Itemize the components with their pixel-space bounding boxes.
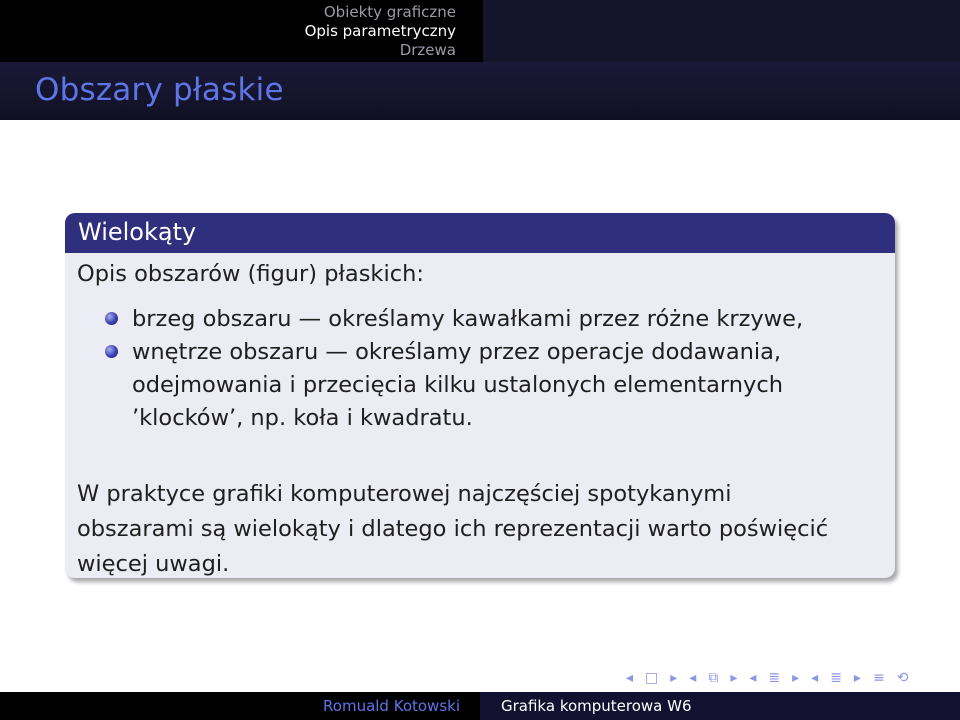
section-next-icon[interactable]: ▸ bbox=[792, 670, 800, 686]
list-item bbox=[132, 303, 803, 336]
section-link-drzewa[interactable]: Drzewa bbox=[399, 41, 456, 59]
beamer-navigation-symbols bbox=[626, 670, 908, 686]
subsection-navigation bbox=[483, 0, 960, 62]
list-item-line: wnętrze obszaru — określamy przez operacje dodawania, bbox=[132, 339, 782, 365]
footer-author: Romuald Kotowski bbox=[0, 692, 480, 720]
section-link-opis-parametryczny[interactable]: Opis parametryczny bbox=[304, 22, 456, 40]
search-icon[interactable]: ⟲ bbox=[896, 670, 909, 686]
document-next-icon[interactable]: ▸ bbox=[853, 670, 861, 686]
section-prev-icon[interactable]: ◂ bbox=[749, 670, 757, 686]
frame-next-icon[interactable]: ▸ bbox=[670, 670, 678, 686]
bullet-icon bbox=[105, 312, 118, 325]
list-item-line: ’klocków’, np. koła i kwadratu. bbox=[132, 405, 473, 431]
subsection-next-icon[interactable]: ▸ bbox=[730, 670, 738, 686]
document-prev-icon[interactable]: ◂ bbox=[811, 670, 819, 686]
frame-prev-icon[interactable]: ◂ bbox=[626, 670, 634, 686]
block-paragraph bbox=[77, 477, 828, 578]
frame-title-bar bbox=[0, 62, 960, 120]
paragraph-line: więcej uwagi. bbox=[77, 551, 230, 577]
content-block bbox=[65, 213, 895, 578]
footer bbox=[0, 692, 960, 720]
subsection-prev-icon[interactable]: ◂ bbox=[689, 670, 697, 686]
bullet-icon bbox=[105, 345, 118, 358]
subsection-icon[interactable]: ⧉ bbox=[708, 670, 719, 686]
align-icon[interactable]: ≡ bbox=[872, 670, 885, 686]
section-link-obiekty-graficzne[interactable]: Obiekty graficzne bbox=[323, 3, 456, 21]
list-item bbox=[132, 336, 783, 435]
document-icon[interactable]: ≣ bbox=[830, 670, 842, 686]
paragraph-line: obszarami są wielokąty i dlatego ich reprezentacji warto poświęcić bbox=[77, 516, 829, 542]
paragraph-line: W praktyce grafiki komputerowej najczęściej spotykanymi bbox=[77, 481, 732, 507]
block-intro: Opis obszarów (figur) płaskich: bbox=[77, 261, 424, 287]
section-icon[interactable]: ≣ bbox=[768, 670, 781, 686]
footer-course: Grafika komputerowa W6 bbox=[480, 692, 960, 720]
frame-icon[interactable]: □ bbox=[645, 670, 659, 686]
block-title: Wielokąty bbox=[65, 213, 895, 253]
frame-title: Obszary płaskie bbox=[35, 72, 284, 108]
list-item-line: brzeg obszaru — określamy kawałkami przez różne krzywe, bbox=[132, 306, 804, 332]
list-item-line: odejmowania i przecięcia kilku ustalonych elementarnych bbox=[132, 372, 783, 398]
